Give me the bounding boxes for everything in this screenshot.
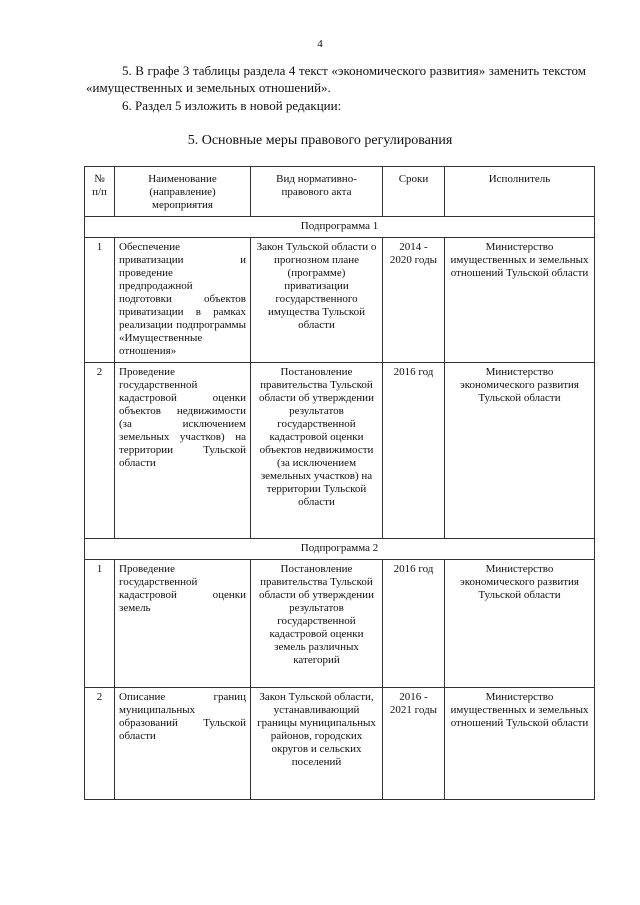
cell-term: 2014 - 2020 годы bbox=[383, 238, 445, 363]
subprogram-row bbox=[85, 217, 595, 238]
subprogram-title: Подпрограмма 2 bbox=[85, 539, 595, 560]
cell-executor: Министерство имущественных и земельных отношений Тульской области bbox=[445, 688, 595, 800]
measures-table bbox=[84, 166, 595, 800]
cell-num: 1 bbox=[85, 560, 115, 688]
page-number: 4 bbox=[317, 38, 323, 50]
section-title: 5. Основные меры правового регулирования bbox=[187, 133, 453, 148]
cell-act: Закон Тульской области, устанавливающий границы муниципальных районов, городских округов и сельских поселений bbox=[251, 688, 383, 800]
header-term: Сроки bbox=[383, 167, 445, 217]
cell-act: Закон Тульской области о прогнозном плане (программе) приватизации государственного имущества Тульской области bbox=[251, 238, 383, 363]
cell-act: Постановление правительства Тульской области об утверждении результатов государственной кадастровой оценки земель различных категорий bbox=[251, 560, 383, 688]
paragraph-5: 5. В графе 3 таблицы раздела 4 текст «экономического развития» заменить текстом «имущественных и земельных отношений». bbox=[86, 63, 586, 95]
header-name: Наименование (направление) мероприятия bbox=[115, 167, 251, 217]
subprogram-title: Подпрограмма 1 bbox=[85, 217, 595, 238]
cell-name: Обеспечение приватизации и проведение предпродажной подготовки объектов приватизации в рамках реализации подпрограммы «Имущественные отношения» bbox=[115, 238, 251, 363]
cell-term: 2016 год bbox=[383, 363, 445, 539]
cell-num: 2 bbox=[85, 363, 115, 539]
cell-term: 2016 - 2021 годы bbox=[383, 688, 445, 800]
table-row bbox=[85, 238, 595, 363]
cell-name: Проведение государственной кадастровой оценки объектов недвижимости (за исключением земельных участков) на территории Тульской области bbox=[115, 363, 251, 539]
table-row bbox=[85, 688, 595, 800]
table-header-row bbox=[85, 167, 595, 217]
table-row bbox=[85, 363, 595, 539]
paragraph-6: 6. Раздел 5 изложить в новой редакции: bbox=[122, 98, 342, 113]
cell-term: 2016 год bbox=[383, 560, 445, 688]
header-act: Вид нормативно-правового акта bbox=[251, 167, 383, 217]
cell-name: Проведение государственной кадастровой оценки земель bbox=[115, 560, 251, 688]
subprogram-row bbox=[85, 539, 595, 560]
cell-num: 1 bbox=[85, 238, 115, 363]
table-row bbox=[85, 560, 595, 688]
cell-executor: Министерство экономического развития Тульской области bbox=[445, 363, 595, 539]
cell-executor: Министерство имущественных и земельных отношений Тульской области bbox=[445, 238, 595, 363]
cell-name: Описание границ муниципальных образований Тульской области bbox=[115, 688, 251, 800]
header-executor: Исполнитель bbox=[445, 167, 595, 217]
cell-executor: Министерство экономического развития Тульской области bbox=[445, 560, 595, 688]
header-num: № п/п bbox=[85, 167, 115, 217]
cell-num: 2 bbox=[85, 688, 115, 800]
cell-act: Постановление правительства Тульской области об утверждении результатов государственной кадастровой оценки объектов недвижимости (за исключением земельных участков) на территории Тульской области bbox=[251, 363, 383, 539]
